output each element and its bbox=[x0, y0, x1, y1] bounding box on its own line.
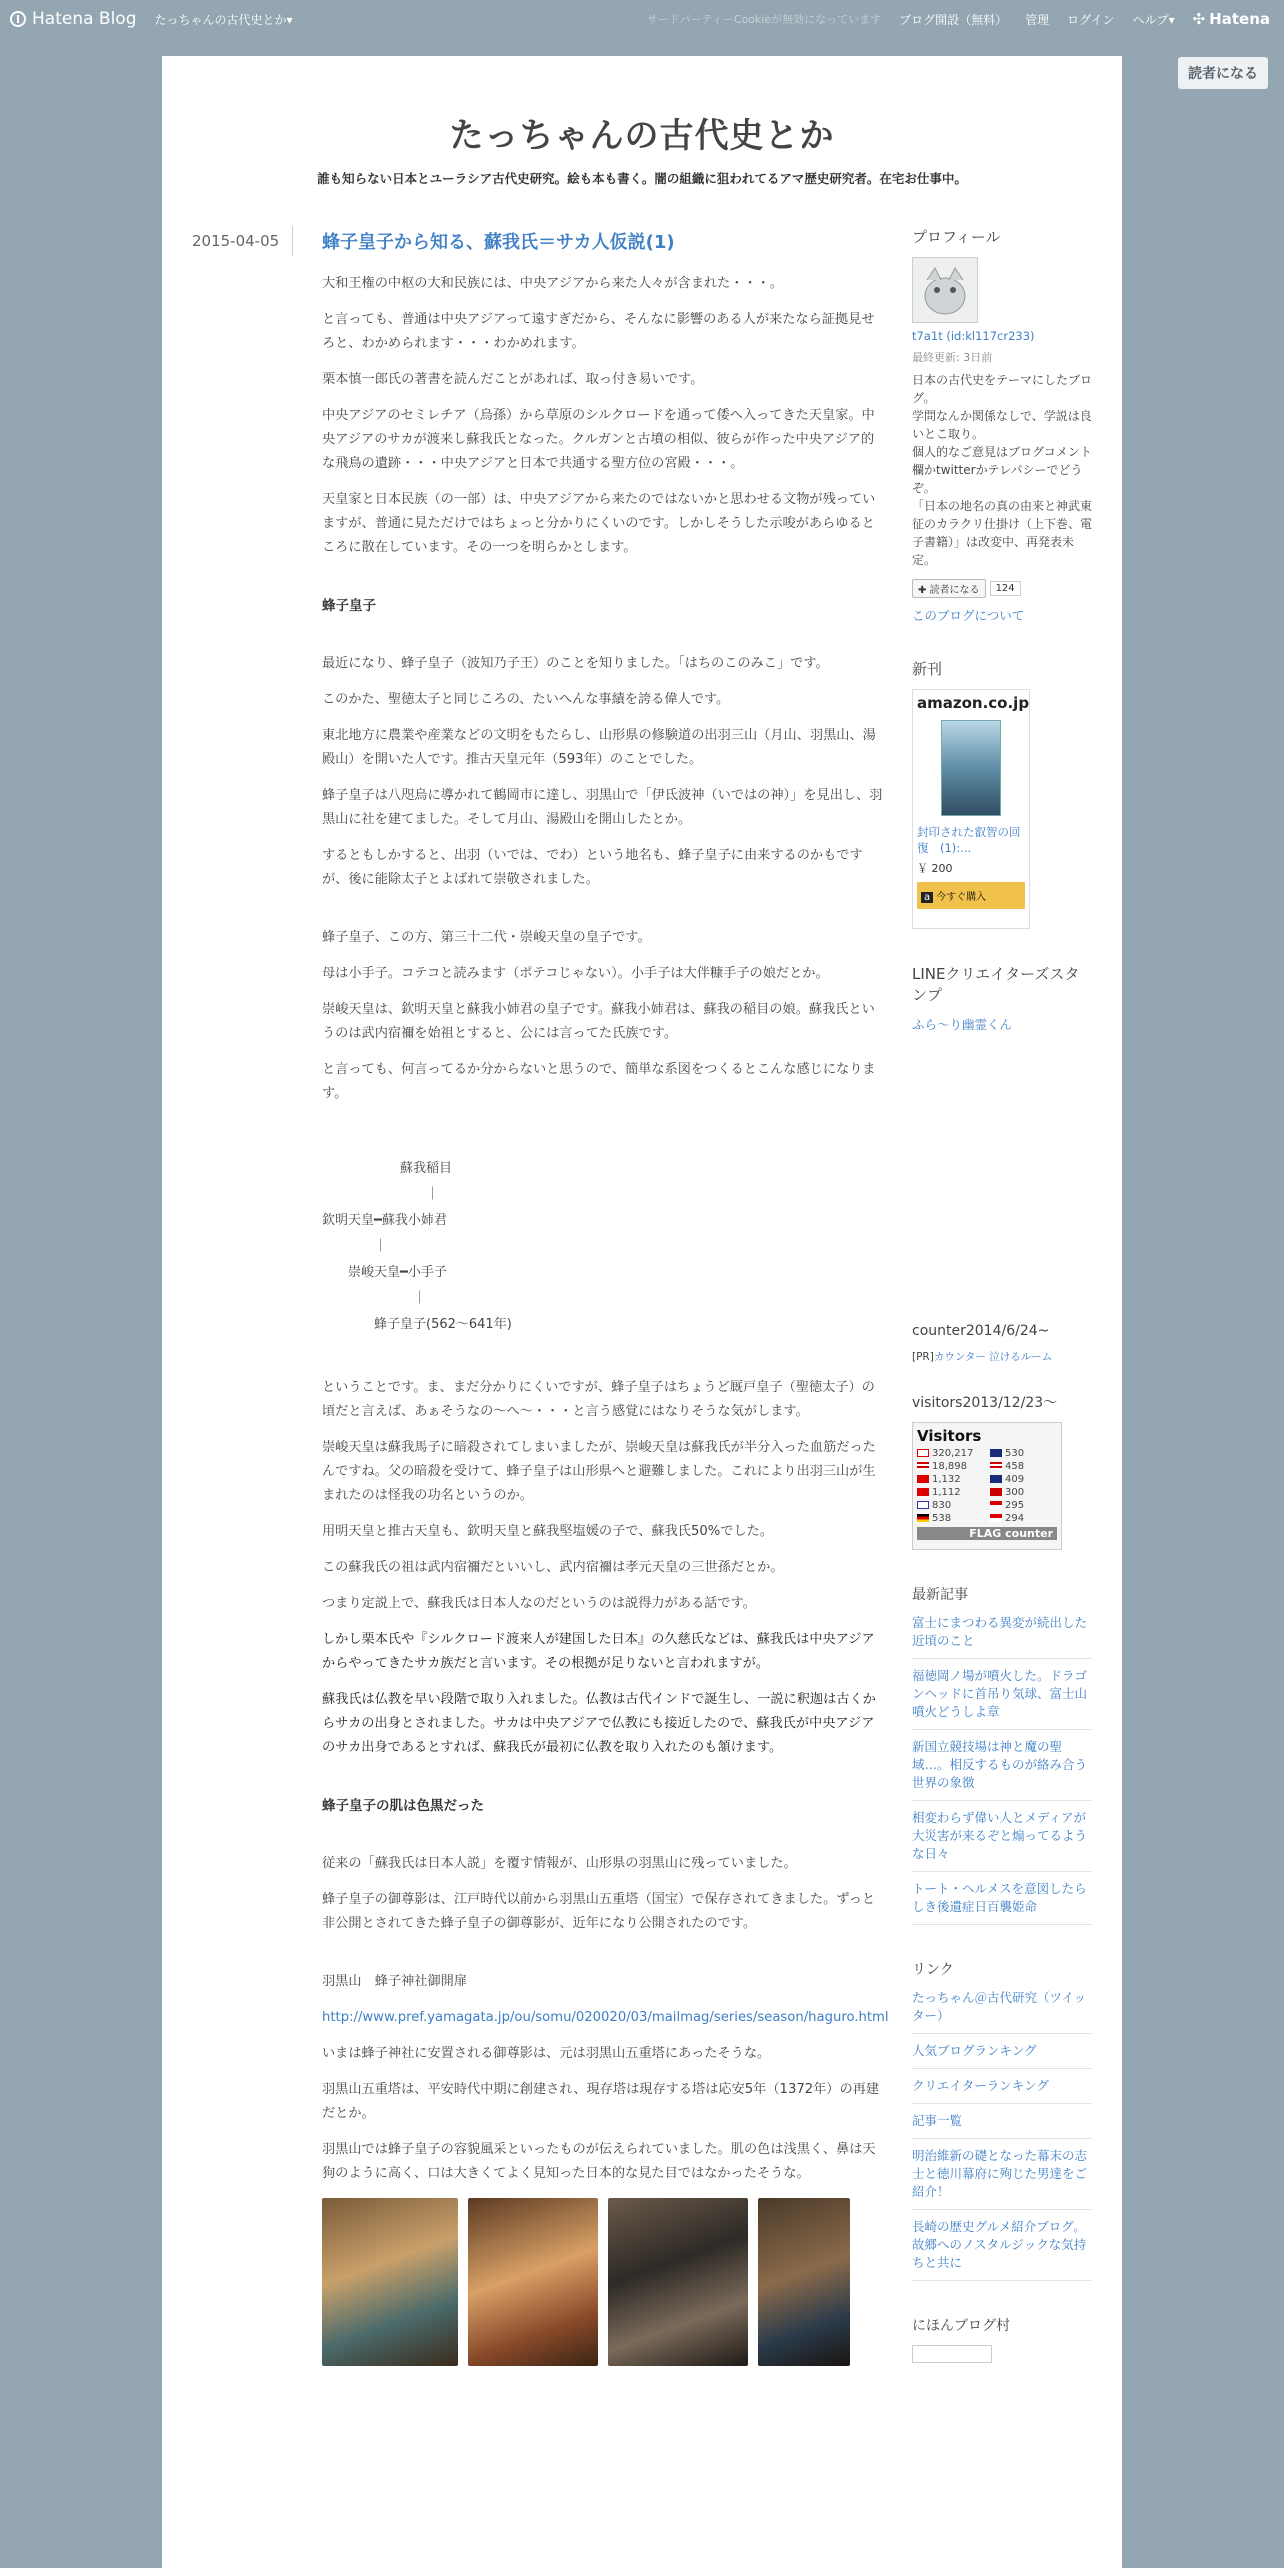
us-flag-icon bbox=[917, 1462, 929, 1470]
recent-post-link[interactable]: 相変わらず偉い人とメディアが大災害が来るぞと煽ってるような日々 bbox=[912, 1801, 1092, 1872]
bio-line: 学問なんか関係なしで、学説は良いとこ取り。 bbox=[912, 409, 1092, 441]
buy-label: 今すぐ購入 bbox=[936, 892, 987, 903]
china-flag-icon bbox=[917, 1475, 929, 1483]
visitor-count: 1,112 bbox=[932, 1487, 961, 1498]
paragraph: 蜂子皇子、この方、第三十二代・崇峻天皇の皇子です。 bbox=[322, 930, 651, 945]
follower-count: 124 bbox=[990, 581, 1021, 596]
paragraph: この蘇我氏の祖は武内宿禰だといいし、武内宿禰は孝元天皇の三世孫だとか。 bbox=[322, 1560, 784, 1575]
paragraph: つまり定説上で、蘇我氏は日本人なのだというのは説得力がある話です。 bbox=[322, 1596, 756, 1611]
tree-line: ｜ bbox=[322, 1187, 440, 1202]
visitor-count: 409 bbox=[1005, 1474, 1025, 1485]
hatena-blog-logo[interactable] bbox=[10, 9, 137, 29]
bio-line: 日本の古代史をテーマにしたブログ。 bbox=[912, 373, 1093, 405]
germany-flag-icon bbox=[917, 1514, 929, 1522]
indonesia-flag-icon bbox=[990, 1501, 1002, 1509]
sidebar-link[interactable]: 長崎の歴史グルメ紹介ブログ。故郷へのノスタルジックな気持ちと共に bbox=[912, 2210, 1092, 2281]
follow-label: 読者になる bbox=[929, 585, 980, 596]
entry-body bbox=[322, 228, 889, 2366]
amazon-widget[interactable] bbox=[912, 689, 1030, 929]
book-title-link[interactable]: 封印された叡智の回復 (1):... bbox=[917, 825, 1021, 855]
counter-module bbox=[912, 1323, 1092, 1364]
sidebar bbox=[912, 226, 1092, 2397]
flag-counter-widget[interactable] bbox=[912, 1422, 1062, 1550]
login-link[interactable]: ログイン bbox=[1067, 12, 1115, 27]
flag-counter-footer: FLAG counter bbox=[917, 1527, 1057, 1540]
avatar-icon bbox=[913, 258, 977, 322]
visitor-count: 295 bbox=[1005, 1500, 1025, 1511]
blog-header bbox=[162, 56, 1122, 187]
japan-flag-icon bbox=[917, 1449, 929, 1457]
amazon-a-icon: a bbox=[921, 892, 933, 903]
admin-link[interactable]: 管理 bbox=[1025, 12, 1050, 27]
module-heading: プロフィール bbox=[912, 228, 1001, 246]
buy-now-button[interactable] bbox=[917, 882, 1025, 909]
blog-title[interactable]: たっちゃんの古代史とか bbox=[449, 116, 835, 156]
paragraph: このかた、聖徳太子と同じころの、たいへんな事績を誇る偉人です。 bbox=[322, 692, 730, 707]
visitor-count: 294 bbox=[1005, 1513, 1025, 1524]
paragraph: するともしかすると、出羽（いでは、でわ）という地名も、蜂子皇子に由来するのかもですが、後に能除太子とよばれて崇敬されました。 bbox=[322, 848, 863, 887]
visitor-count: 530 bbox=[1005, 1448, 1025, 1459]
module-heading: 最新記事 bbox=[912, 1587, 968, 1603]
counter-link[interactable]: カウンター 泣けるルーム bbox=[933, 1351, 1053, 1363]
paragraph: 崇峻天皇は蘇我馬子に暗殺されてしまいましたが、崇峻天皇は蘇我氏が半分入った血筋だったんですね。父の暗殺を受けて、蜂子皇子は山形県へと避難しました。これにより出羽三山が生まれたのは怪我の功名というのか。 bbox=[322, 1440, 876, 1503]
module-heading: visitors2013/12/23～ bbox=[912, 1395, 1058, 1411]
last-updated: 最終更新: 3日前 bbox=[912, 351, 993, 364]
tree-line: 欽明天皇━蘇我小姉君 bbox=[322, 1213, 447, 1228]
line-stamp-link[interactable]: ふら～り幽霊くん bbox=[912, 1017, 1013, 1032]
visitor-count: 18,898 bbox=[932, 1461, 967, 1472]
portrait-image[interactable] bbox=[322, 2198, 458, 2366]
paragraph: と言っても、何言ってるか分からないと思うので、簡単な系図をつくるとこんな感じになります。 bbox=[322, 1062, 876, 1101]
module-heading: LINEクリエイターズスタンプ bbox=[912, 965, 1080, 1004]
recent-post-link[interactable]: 富士にまつわる異変が続出した近頃のこと bbox=[912, 1614, 1092, 1659]
tree-line: ｜ bbox=[322, 1291, 427, 1306]
recent-posts-module bbox=[912, 1584, 1092, 1925]
visitors-module bbox=[912, 1392, 1092, 1550]
paragraph: 羽黒山 蜂子神社御開扉 bbox=[322, 1974, 468, 1989]
cookie-notice[interactable]: サードパーティーCookieが無効になっています bbox=[646, 13, 882, 26]
paragraph: 蜂子皇子の御尊影は、江戸時代以前から羽黒山五重塔（国宝）で保存されてきました。ずっと非公開とされてきた蜂子皇子の御尊影が、近年になり公開されたのです。 bbox=[322, 1892, 876, 1931]
subscribe-button[interactable]: 読者になる bbox=[1178, 57, 1268, 89]
section-heading: 蜂子皇子の肌は色黒だった bbox=[322, 1798, 484, 1814]
paragraph: ということです。ま、まだ分かりにくいですが、蜂子皇子はちょうど厩戸皇子（聖徳太子）の頃だと言えば、あぁそうなの～へ～・・・と言う感覚にはなりそうな気がします。 bbox=[322, 1380, 875, 1419]
paragraph: 東北地方に農業や産業などの文明をもたらし、山形県の修験道の出羽三山（月山、羽黒山、湯殿山）を開いた人です。推古天皇元年（593年）のことでした。 bbox=[322, 728, 876, 767]
visitor-count: 320,217 bbox=[932, 1448, 974, 1459]
sidebar-link[interactable]: 人気ブログランキング bbox=[912, 2034, 1092, 2069]
portrait-image[interactable] bbox=[758, 2198, 850, 2366]
paragraph: と言っても、普通は中央アジアって遠すぎだから、そんなに影響のある人が来たなら証拠見せろと、わかめられます・・・わかめれます。 bbox=[322, 312, 875, 351]
bio-line: 個人的なご意見はブログコメント欄かtwitterかテレパシーでどうぞ。 bbox=[912, 445, 1092, 495]
hatena-gear-icon: ✣ bbox=[1192, 10, 1206, 28]
module-heading: にほんブログ村 bbox=[912, 2318, 1010, 2334]
links-module bbox=[912, 1959, 1092, 2281]
taiwan-flag-icon bbox=[917, 1488, 929, 1496]
korea-flag-icon bbox=[917, 1501, 929, 1509]
paragraph: 母は小手子。コテコと読みます（ポテコじゃない）。小手子は大伴糠手子の娘だとか。 bbox=[322, 966, 829, 981]
signup-link[interactable]: ブログ開設（無料） bbox=[899, 12, 1008, 27]
singapore-flag-icon bbox=[990, 1514, 1002, 1522]
follow-button[interactable]: ✚ 読者になる bbox=[912, 579, 986, 598]
avatar[interactable] bbox=[912, 257, 978, 323]
visitors-title: Visitors bbox=[917, 1427, 982, 1445]
sidebar-link[interactable]: 記事一覧 bbox=[912, 2104, 1092, 2139]
entry-date[interactable]: 2015-04-05 bbox=[192, 232, 280, 250]
book-price: ￥ 200 bbox=[917, 862, 953, 875]
portrait-image[interactable] bbox=[468, 2198, 598, 2366]
visitor-count: 300 bbox=[1005, 1487, 1025, 1498]
tree-line: ｜ bbox=[322, 1239, 388, 1254]
visitor-count: 458 bbox=[1005, 1461, 1025, 1472]
paragraph: 崇峻天皇は、欽明天皇と蘇我小姉君の皇子です。蘇我小姉君は、蘇我の稲目の娘。蘇我氏というのは武内宿禰を始祖とすると、公には言ってた氏族です。 bbox=[322, 1002, 875, 1041]
visitor-count: 538 bbox=[932, 1513, 952, 1524]
paragraph: 栗本慎一郎氏の著書を読んだことがあれば、取っ付き易いです。 bbox=[322, 372, 704, 387]
paragraph: 大和王権の中枢の大和民族には、中央アジアから来た人々が含まれた・・・。 bbox=[322, 276, 784, 291]
bio-line: 「日本の地名の真の由来と神武東征のカラクリ仕掛け（上下巻、電子書籍）」は改変中、再発表未定。 bbox=[912, 499, 1093, 567]
image-row bbox=[322, 2198, 884, 2366]
australia-flag-icon bbox=[990, 1449, 1002, 1457]
external-link[interactable]: http://www.pref.yamagata.jp/ou/somu/020020/03/mailmag/series/season/haguro.html bbox=[322, 2010, 889, 2025]
tree-line: 蘇我稲目 bbox=[322, 1161, 453, 1176]
entry-title[interactable]: 蜂子皇子から知る、蘇我氏＝サカ人仮説(1) bbox=[322, 232, 675, 253]
blog-menu-dropdown[interactable]: たっちゃんの古代史とか▾ bbox=[154, 12, 293, 27]
sidebar-link[interactable]: 明治維新の礎となった幕末の志士と徳川幕府に殉じた男達をご紹介！ bbox=[912, 2139, 1092, 2210]
blog-description: 誰も知らない日本とユーラシア古代史研究。絵も本も書く。闇の組織に狙われてるアマ歴史研究者。在宅お仕事中。 bbox=[317, 171, 967, 186]
recent-post-link[interactable]: 福徳岡ノ場が噴火した。ドラゴンヘッドに首吊り気球、富士山噴火どうしよ章 bbox=[912, 1659, 1092, 1730]
paragraph: しかし栗本氏や『シルクロード渡来人が建国した日本』の久慈氏などは、蘇我氏は中央アジアからやってきたサカ族だと言います。その根拠が足りないと言われますが。 bbox=[322, 1632, 875, 1671]
family-tree bbox=[322, 1156, 884, 1338]
tree-line: 崇峻天皇━小手子 bbox=[322, 1265, 447, 1280]
visitor-count: 1,132 bbox=[932, 1474, 961, 1485]
module-heading: リンク bbox=[912, 1962, 954, 1978]
paragraph: 蘇我氏は仏教を早い段階で取り入れました。仏教は古代インドで誕生し、一説に釈迦は古くからサカの出身とされました。サカは中央アジアで仏教にも接近したので、蘇我氏が中央アジアのサカ出身であるとすれば、蘇我氏が最初に仏教を取り入れたのも頷けます。 bbox=[322, 1692, 876, 1755]
nihon-blog-module bbox=[912, 2315, 1092, 2363]
paragraph: 最近になり、蜂子皇子（波知乃子王）のことを知りました。「はちのこのみこ」です。 bbox=[322, 656, 829, 671]
paragraph: 蜂子皇子は八咫烏に導かれて鶴岡市に達し、羽黒山で「伊氐波神（いではの神）」を見出し、羽黒山に社を建てました。そして月山、湯殿山を開山したとか。 bbox=[322, 788, 883, 827]
tree-line: 蜂子皇子(562～641年) bbox=[322, 1317, 512, 1332]
book-cover-image[interactable] bbox=[941, 720, 1001, 816]
section-heading: 蜂子皇子 bbox=[322, 598, 376, 614]
line-stamp-module bbox=[912, 963, 1092, 1289]
uk-flag-icon bbox=[990, 1475, 1002, 1483]
new-book-module bbox=[912, 658, 1092, 929]
profile-user-link[interactable]: t7a1t (id:kl117cr233) bbox=[912, 329, 1035, 343]
recent-post-link[interactable]: 新国立競技場は神と魔の聖域…。相反するものが絡み合う世界の象徴 bbox=[912, 1730, 1092, 1801]
blog-page bbox=[162, 56, 1122, 2568]
paragraph: いまは蜂子神社に安置される御尊影は、元は羽黒山五重塔にあったそうな。 bbox=[322, 2046, 771, 2061]
hatena-menu[interactable] bbox=[1193, 10, 1270, 28]
profile-module bbox=[912, 226, 1092, 624]
canada-flag-icon bbox=[990, 1488, 1002, 1496]
module-heading: counter2014/6/24~ bbox=[912, 1323, 1050, 1339]
brand-text: Hatena Blog bbox=[32, 9, 137, 29]
paragraph: 従来の「蘇我氏は日本人説」を覆す情報が、山形県の羽黒山に残っていました。 bbox=[322, 1856, 797, 1871]
module-heading: 新刊 bbox=[912, 660, 943, 678]
paragraph: 羽黒山では蜂子皇子の容貌風采といったものが伝えられていました。肌の色は浅黒く、鼻は天狗のように高く、口は大きくてよく見知った日本的な見た目ではなかったそうな。 bbox=[322, 2142, 876, 2181]
date-divider bbox=[292, 226, 293, 256]
profile-bio bbox=[912, 371, 1092, 569]
amazon-logo: amazon.co.jp bbox=[917, 694, 1030, 712]
paragraph: 用明天皇と推古天皇も、欽明天皇と蘇我堅塩媛の子で、蘇我氏50%でした。 bbox=[322, 1524, 774, 1539]
malaysia-flag-icon bbox=[990, 1462, 1002, 1470]
hatena-logo-icon bbox=[10, 11, 26, 27]
visitor-count: 830 bbox=[932, 1500, 952, 1511]
sidebar-link[interactable]: たっちゃん＠古代研究（ツイッター） bbox=[912, 1989, 1092, 2034]
paragraph: 羽黒山五重塔は、平安時代中期に創建され、現存塔は現存する塔は応安5年（1372年）の再建だとか。 bbox=[322, 2082, 880, 2121]
global-header bbox=[0, 0, 1284, 38]
statue-image[interactable] bbox=[608, 2198, 748, 2366]
pr-label: [PR] bbox=[912, 1351, 934, 1363]
help-dropdown[interactable]: ヘルプ▾ bbox=[1132, 12, 1175, 27]
paragraph: 中央アジアのセミレチア（烏孫）から草原のシルクロードを通って倭へ入ってきた天皇家。中央アジアのサカが渡来し蘇我氏となった。クルガンと古墳の相似、彼らが作った中央アジア的な飛鳥の遺跡・・・中央アジアと日本で共通する聖方位の宮殿・・・。 bbox=[322, 408, 875, 471]
about-blog-link[interactable]: このブログについて bbox=[912, 608, 1025, 623]
hatena-label: Hatena bbox=[1209, 10, 1270, 28]
recent-post-link[interactable]: トート・ヘルメスを意図したらしき後遺症日百襲姫命 bbox=[912, 1872, 1092, 1925]
paragraph: 天皇家と日本民族（の一部）は、中央アジアから来たのではないかと思わせる文物が残っていますが、普通に見ただけではちょっと分かりにくいのです。しかしそうした示唆があらゆるところに散在しています。その一つを明らかとします。 bbox=[322, 492, 876, 555]
sidebar-link[interactable]: クリエイターランキング bbox=[912, 2069, 1092, 2104]
nihon-blog-banner[interactable] bbox=[912, 2345, 992, 2363]
